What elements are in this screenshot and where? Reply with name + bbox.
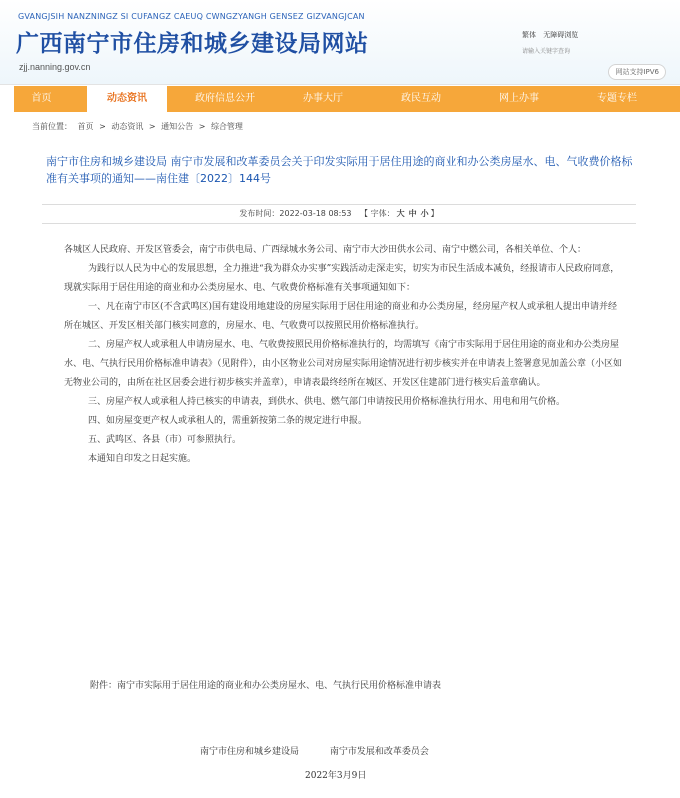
font-size-small[interactable]: 小 [420,209,429,218]
font-size-medium[interactable]: 中 [408,209,417,218]
article-paragraph: 二、房屋产权人或承租人申请房屋水、电、气收费按照民用价格标准执行的，均需填写《南宁市实际用于居住用途的商业和办公类房屋水、电、气执行民用价格标准申请表》（见附件），由小区物业公司对房屋实际用途情况进行初步核实并在申请表上签署意见加盖公章（小区如无物业公司的，由所在社区居委会进行初步核实并盖章），申请表最终经所在城区、开发区住建部门进行核实后盖章确认。 [64,340,623,388]
article-paragraph: 为践行以人民为中心的发展思想，全力推进“我为群众办实事”实践活动走深走实，切实为市民生活成本减负，经报请市人民政府同意，现就实际用于居住用途的商业和办公类房屋水、电、气收费价格标准有关事项通知如下： [64,264,620,293]
nav-spacer [559,86,577,112]
font-size-label: 【 字体： [360,209,395,218]
article-body [64,241,626,469]
ipv6-badge: 网站支持IPV6 [608,64,666,80]
accessibility-link[interactable]: 无障碍浏览 [543,31,579,39]
breadcrumb-general[interactable]: 综合管理 [210,122,243,131]
breadcrumb-prefix: 当前位置： [32,122,72,131]
article-paragraph: 四、如房屋变更产权人或承租人的，需重新按第二条的规定进行申报。 [88,416,368,426]
breadcrumb-separator: > [198,122,206,131]
breadcrumb-separator: > [148,122,156,131]
font-size-control [360,209,439,218]
breadcrumb-separator: > [99,122,106,131]
site-title[interactable]: 广西南宁市住房和城乡建设局网站 [16,31,369,57]
article-meta [42,204,636,224]
article-paragraph: 本通知自印发之日起实施。 [88,454,197,464]
nav-spacer [363,86,381,112]
nav-spacer [461,86,479,112]
nav-item-online-service[interactable]: 网上办事 [499,93,539,104]
search-input[interactable]: 请输入关键字查询 [522,48,571,55]
header-links [522,30,583,40]
breadcrumb-home[interactable]: 首页 [77,122,94,131]
article-paragraph: 各城区人民政府、开发区管委会，南宁市供电局、广西绿城水务公司、南宁市大沙田供水公司、南宁中燃公司，各相关单位、个人： [64,245,587,255]
signer-development-commission: 南宁市发展和改革委员会 [329,747,429,757]
signature-block [200,744,457,757]
article-paragraph: 一、凡在南宁市区(不含武鸣区)国有建设用地建设的房屋实际用于居住用途的商业和办公类房屋，经房屋产权人或承租人提出申请并经所在城区、开发区相关部门核实同意的，房屋水、电、气收费可以按照民用价格标准执行。 [64,302,618,331]
signer-housing-bureau: 南宁市住房和城乡建设局 [200,747,300,757]
nav-item-interaction[interactable]: 政民互动 [401,93,441,104]
publish-label: 发布时间： [239,209,280,218]
article-paragraph: 三、房屋产权人或承租人持已核实的申请表，到供水、供电、燃气部门申请按民用价格标准执行用水、用电和用气价格。 [88,397,566,407]
font-size-large[interactable]: 大 [396,209,405,218]
breadcrumb [32,121,246,132]
article-paragraph: 五、武鸣区、各县（市）可参照执行。 [88,435,242,445]
article-title: 南宁市住房和城乡建设局 南宁市发展和改革委员会关于印发实际用于居住用途的商业和办公类房屋水、电、气收费价格标准有关事项的通知——南住建〔2022〕144号 [46,155,633,185]
attachment-link[interactable]: 附件：南宁市实际用于居住用途的商业和办公类房屋水、电、气执行民用价格标准申请表 [90,681,442,691]
breadcrumb-notices[interactable]: 通知公告 [161,122,194,131]
nav-item-service-hall[interactable]: 办事大厅 [303,93,343,104]
nav-spacer [69,86,87,112]
document-date: 2022年3月9日 [305,771,367,781]
site-header [0,0,680,85]
publish-time: 2022-03-18 08:53 [279,209,352,218]
main-nav [14,86,680,112]
nav-item-special-topics[interactable]: 专题专栏 [597,93,637,104]
breadcrumb-news[interactable]: 动态资讯 [111,122,144,131]
nav-item-gov-info[interactable]: 政府信息公开 [195,93,255,104]
site-pinyin-name: GVANGJSIH NANZNINGZ SI CUFANGZ CAEUQ CWNGZYANGH GENSEZ GIZVANGJCAN [18,12,365,21]
traditional-chinese-link[interactable]: 繁体 [522,31,536,39]
nav-item-home[interactable]: 首页 [31,93,52,104]
nav-item-news[interactable]: 动态资讯 [87,86,167,112]
nav-spacer [265,86,283,112]
site-url: zjj.nanning.gov.cn [19,62,91,72]
font-size-end: 】 [430,209,439,218]
nav-spacer [167,86,185,112]
